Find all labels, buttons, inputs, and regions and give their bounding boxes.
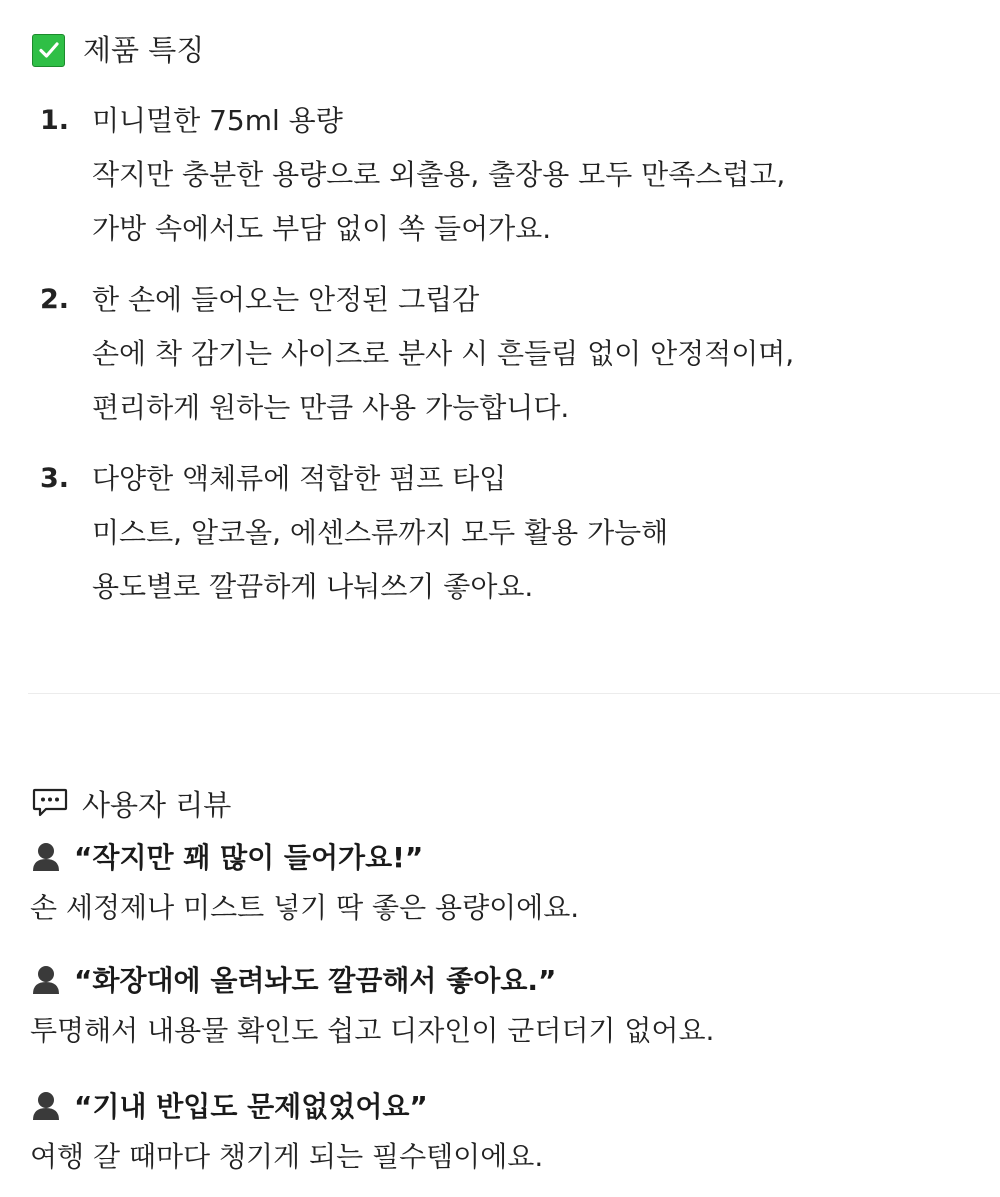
review-item [30, 832, 980, 936]
feature-description-line: 미스트, 알코올, 에센스류까지 모두 활용 가능해 [92, 516, 669, 549]
person-silhouette-icon [30, 963, 62, 995]
feature-description-line: 편리하게 원하는 만큼 사용 가능합니다. [92, 391, 570, 424]
review-body: 여행 갈 때마다 챙기게 되는 필수템이에요. [30, 1140, 544, 1173]
review-body: 투명해서 내용물 확인도 쉽고 디자인이 군더더기 없어요. [30, 1014, 715, 1047]
feature-number: 1. [40, 105, 70, 136]
person-silhouette-icon [30, 840, 62, 872]
speech-balloon-icon [32, 788, 68, 818]
review-item [30, 955, 980, 1059]
review-quote: “작지만 꽤 많이 들어가요!” [74, 841, 424, 874]
review-item [30, 1081, 980, 1185]
feature-description-line: 용도별로 깔끔하게 나눠쓰기 좋아요. [92, 570, 534, 603]
features-heading [32, 32, 204, 68]
review-quote: “화장대에 올려놔도 깔끔해서 좋아요.” [74, 964, 557, 997]
feature-description-line: 가방 속에서도 부담 없이 쏙 들어가요. [92, 212, 552, 245]
feature-title: 미니멀한 75ml 용량 [92, 104, 343, 137]
feature-number: 3. [40, 463, 70, 494]
feature-description-line: 손에 착 감기는 사이즈로 분사 시 흔들림 없이 안정적이며, [92, 337, 795, 370]
check-mark-button-icon [32, 34, 65, 67]
feature-title: 한 손에 들어오는 안정된 그립감 [92, 283, 480, 316]
feature-description-line: 작지만 충분한 용량으로 외출용, 출장용 모두 만족스럽고, [92, 158, 786, 191]
review-body: 손 세정제나 미스트 넣기 딱 좋은 용량이에요. [30, 891, 580, 924]
review-quote: “기내 반입도 문제없었어요” [74, 1090, 428, 1123]
feature-title: 다양한 액체류에 적합한 펌프 타입 [92, 462, 507, 495]
reviews-heading [32, 783, 231, 823]
feature-number: 2. [40, 284, 70, 315]
section-divider [28, 693, 1000, 694]
features-heading-text: 제품 특징 [83, 33, 205, 67]
reviews-heading-text: 사용자 리뷰 [82, 787, 232, 822]
person-silhouette-icon [30, 1089, 62, 1121]
